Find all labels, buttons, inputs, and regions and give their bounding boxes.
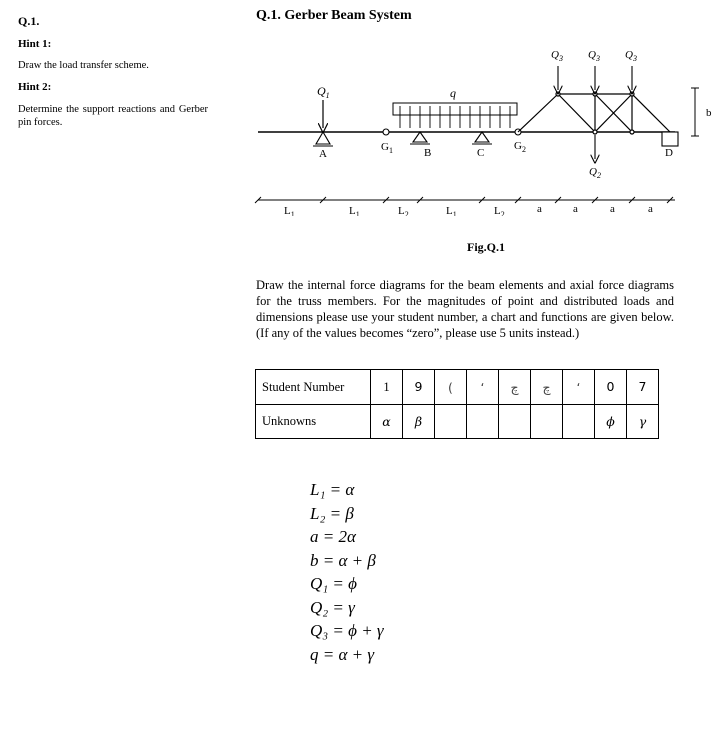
label-q: q — [450, 86, 456, 100]
equation: a = 2α — [310, 527, 356, 546]
unknown-cell: ϕ — [595, 405, 627, 439]
support-d — [662, 132, 678, 146]
label-q3-1: $Q_3$ — [551, 49, 563, 63]
student-number-cell: 1 — [371, 370, 403, 405]
distributed-load — [393, 103, 517, 128]
student-number-cell: ‘ — [467, 370, 499, 405]
student-number-cell: 9 — [403, 370, 435, 405]
hint-1-text: Draw the load transfer scheme. — [18, 60, 149, 71]
q3-arrows — [558, 66, 632, 90]
student-number-cell: ( — [435, 370, 467, 405]
support-c — [472, 132, 492, 144]
pin-g1 — [383, 129, 389, 135]
span-label: $L_2$ — [494, 205, 505, 216]
student-number-table — [255, 369, 659, 439]
row-label-student-number: Student Number — [256, 370, 371, 405]
unknown-cell — [435, 405, 467, 439]
label-g2: $G_2$ — [514, 140, 526, 154]
support-a — [313, 132, 333, 146]
instructions-paragraph: Draw the internal force diagrams for the beam elements and axial force diagrams for the truss members. For the magnitudes of point and distributed loads and dimensions please use your student number, a chart and functions are given below. (If any of the values becomes “zero”, please use 5 units instead.) — [256, 278, 674, 340]
span-label: a — [610, 203, 615, 215]
label-b-height: b — [706, 107, 712, 119]
row-label-unknowns: Unknowns — [256, 405, 371, 439]
unknown-cell — [467, 405, 499, 439]
gerber-beam-figure — [250, 36, 720, 216]
dimension-b — [691, 88, 699, 136]
span-label: $L_1$ — [446, 205, 457, 216]
equation: L₁ = α — [310, 480, 355, 499]
student-number-cell: چ — [531, 370, 563, 405]
support-b — [410, 132, 430, 144]
student-number-cell: 0 — [595, 370, 627, 405]
page-title: Q.1. Gerber Beam System — [256, 8, 412, 23]
label-q1: $Q_1$ — [317, 84, 330, 100]
label-q3-2: $Q_3$ — [588, 49, 600, 63]
label-d: D — [665, 147, 673, 159]
label-a: A — [319, 148, 327, 160]
span-label: a — [573, 203, 578, 215]
truss — [518, 92, 670, 134]
student-number-cell: ‘ — [563, 370, 595, 405]
label-b: B — [424, 147, 432, 159]
question-number: Q.1. — [18, 14, 40, 28]
span-label: $L_2$ — [398, 205, 409, 216]
figure-caption: Fig.Q.1 — [467, 240, 505, 254]
hint-2-text: Determine the support reactions and Gerber pin forces. — [18, 104, 208, 128]
span-label: $L_1$ — [349, 205, 360, 216]
span-label: $L_1$ — [284, 205, 295, 216]
unknown-cell — [531, 405, 563, 439]
equation: L₂ = β — [310, 503, 354, 523]
label-q2: $Q_2$ — [589, 166, 601, 180]
equation: q = α + γ — [310, 644, 375, 664]
student-number-cell: چ — [499, 370, 531, 405]
equation: Q₂ = γ — [310, 597, 355, 617]
label-q3-3: $Q_3$ — [625, 49, 637, 63]
span-label: a — [648, 203, 653, 215]
hint-2-title: Hint 2: — [18, 81, 52, 93]
unknown-cell: α — [371, 405, 403, 439]
equation: b = α + β — [310, 550, 376, 570]
label-c: C — [477, 147, 485, 159]
equations — [310, 478, 384, 666]
hint-1-title: Hint 1: — [18, 38, 52, 50]
unknown-cell — [563, 405, 595, 439]
unknown-cell — [499, 405, 531, 439]
unknown-cell: β — [403, 405, 435, 439]
label-g1: $G_1$ — [381, 141, 393, 155]
equation: Q₃ = ϕ + γ — [310, 621, 384, 640]
span-labels — [284, 203, 653, 216]
equation: Q₁ = ϕ — [310, 574, 357, 593]
span-label: a — [537, 203, 542, 215]
student-number-cell: 7 — [627, 370, 659, 405]
unknown-cell: γ — [627, 405, 659, 439]
